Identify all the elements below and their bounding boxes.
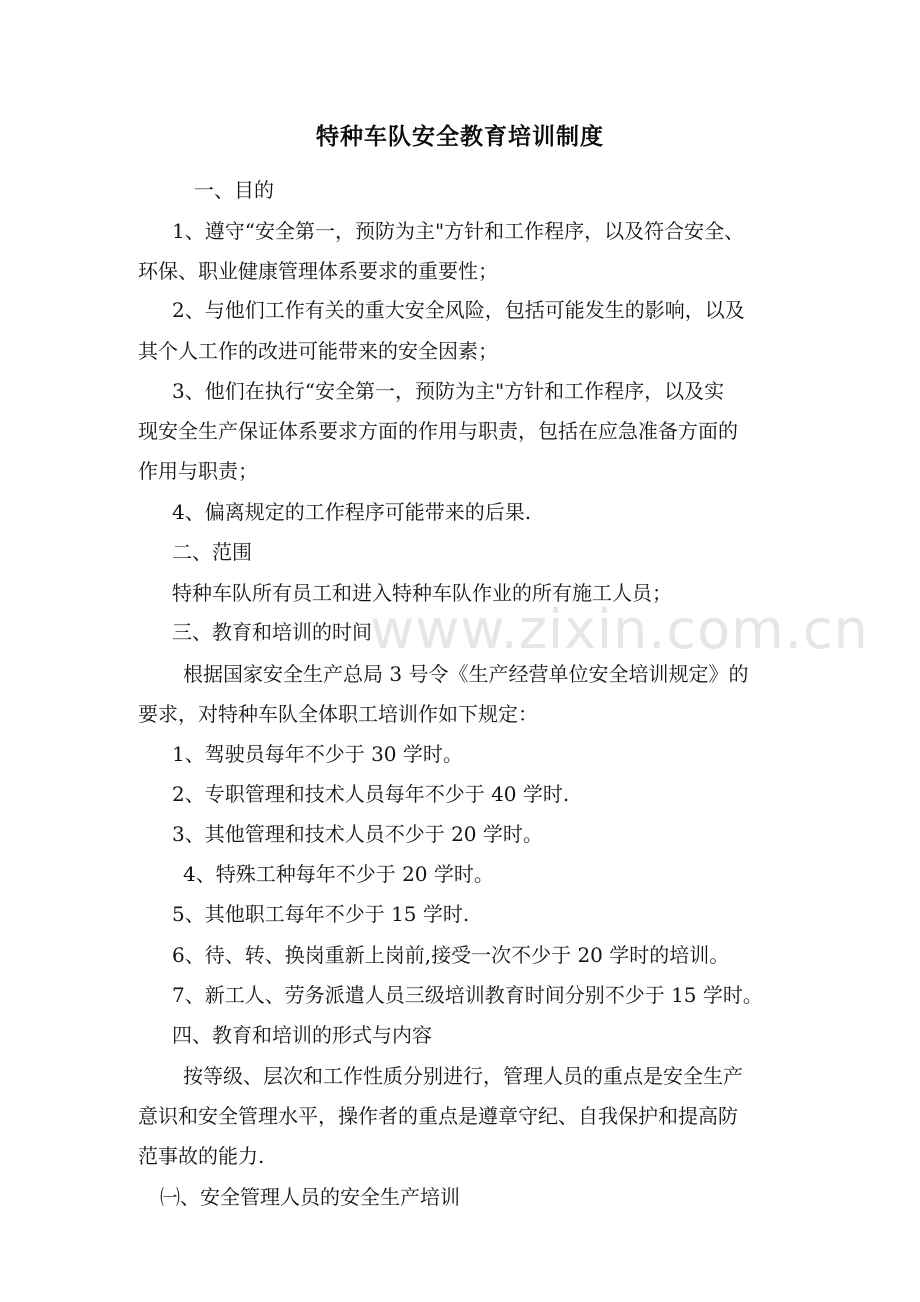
paragraph-line: 4、偏离规定的工作程序可能带来的后果. [172, 500, 532, 524]
section-heading-scope: 二、范围 [172, 540, 252, 564]
list-item: 4、特殊工种每年不少于 20 学时。 [183, 862, 494, 886]
paragraph-line: 根据国家安全生产总局 3 号令《生产经营单位安全培训规定》的 [183, 662, 749, 686]
list-item: 1、驾驶员每年不少于 30 学时。 [172, 742, 463, 766]
paragraph-line: 要求，对特种车队全体职工培训作如下规定： [138, 702, 538, 726]
section-heading-form: 四、教育和培训的形式与内容 [172, 1023, 432, 1047]
paragraph-line: 范事故的能力. [138, 1144, 265, 1168]
paragraph-line: 作用与职责； [138, 459, 258, 483]
document-title: 特种车队安全教育培训制度 [316, 123, 604, 150]
paragraph-line: 3、他们在执行“安全第一，预防为主"方针和工作程序，以及实 [172, 379, 725, 403]
list-item: 6、待、转、换岗重新上岗前,接受一次不少于 20 学时的培训。 [172, 943, 730, 967]
list-item: 5、其他职工每年不少于 15 学时. [172, 902, 470, 926]
section-heading-time: 三、教育和培训的时间 [172, 620, 372, 644]
list-item: 3、其他管理和技术人员不少于 20 学时。 [172, 822, 543, 846]
paragraph-line: 2、与他们工作有关的重大安全风险，包括可能发生的影响，以及 [172, 298, 745, 322]
list-item: 2、专职管理和技术人员每年不少于 40 学时. [172, 782, 570, 806]
list-item: 7、新工人、劳务派遣人员三级培训教育时间分别不少于 15 学时。 [172, 983, 763, 1007]
paragraph-line: 意识和安全管理水平，操作者的重点是遵章守纪、自我保护和提高防 [138, 1104, 738, 1128]
paragraph-line: 1、遵守“安全第一，预防为主"方针和工作程序，以及符合安全、 [172, 219, 745, 243]
paragraph-line: 现安全生产保证体系要求方面的作用与职责，包括在应急准备方面的 [138, 419, 738, 443]
section-heading-purpose: 一、目的 [194, 178, 274, 202]
watermark: www.zixin.com.cn [370, 598, 869, 661]
subsection-heading: ㈠、安全管理人员的安全生产培训 [160, 1185, 460, 1209]
paragraph-line: 按等级、层次和工作性质分别进行，管理人员的重点是安全生产 [183, 1064, 743, 1088]
paragraph-line: 环保、职业健康管理体系要求的重要性； [138, 259, 498, 283]
paragraph-line: 特种车队所有员工和进入特种车队作业的所有施工人员； [172, 581, 672, 605]
paragraph-line: 其个人工作的改进可能带来的安全因素； [138, 339, 498, 363]
